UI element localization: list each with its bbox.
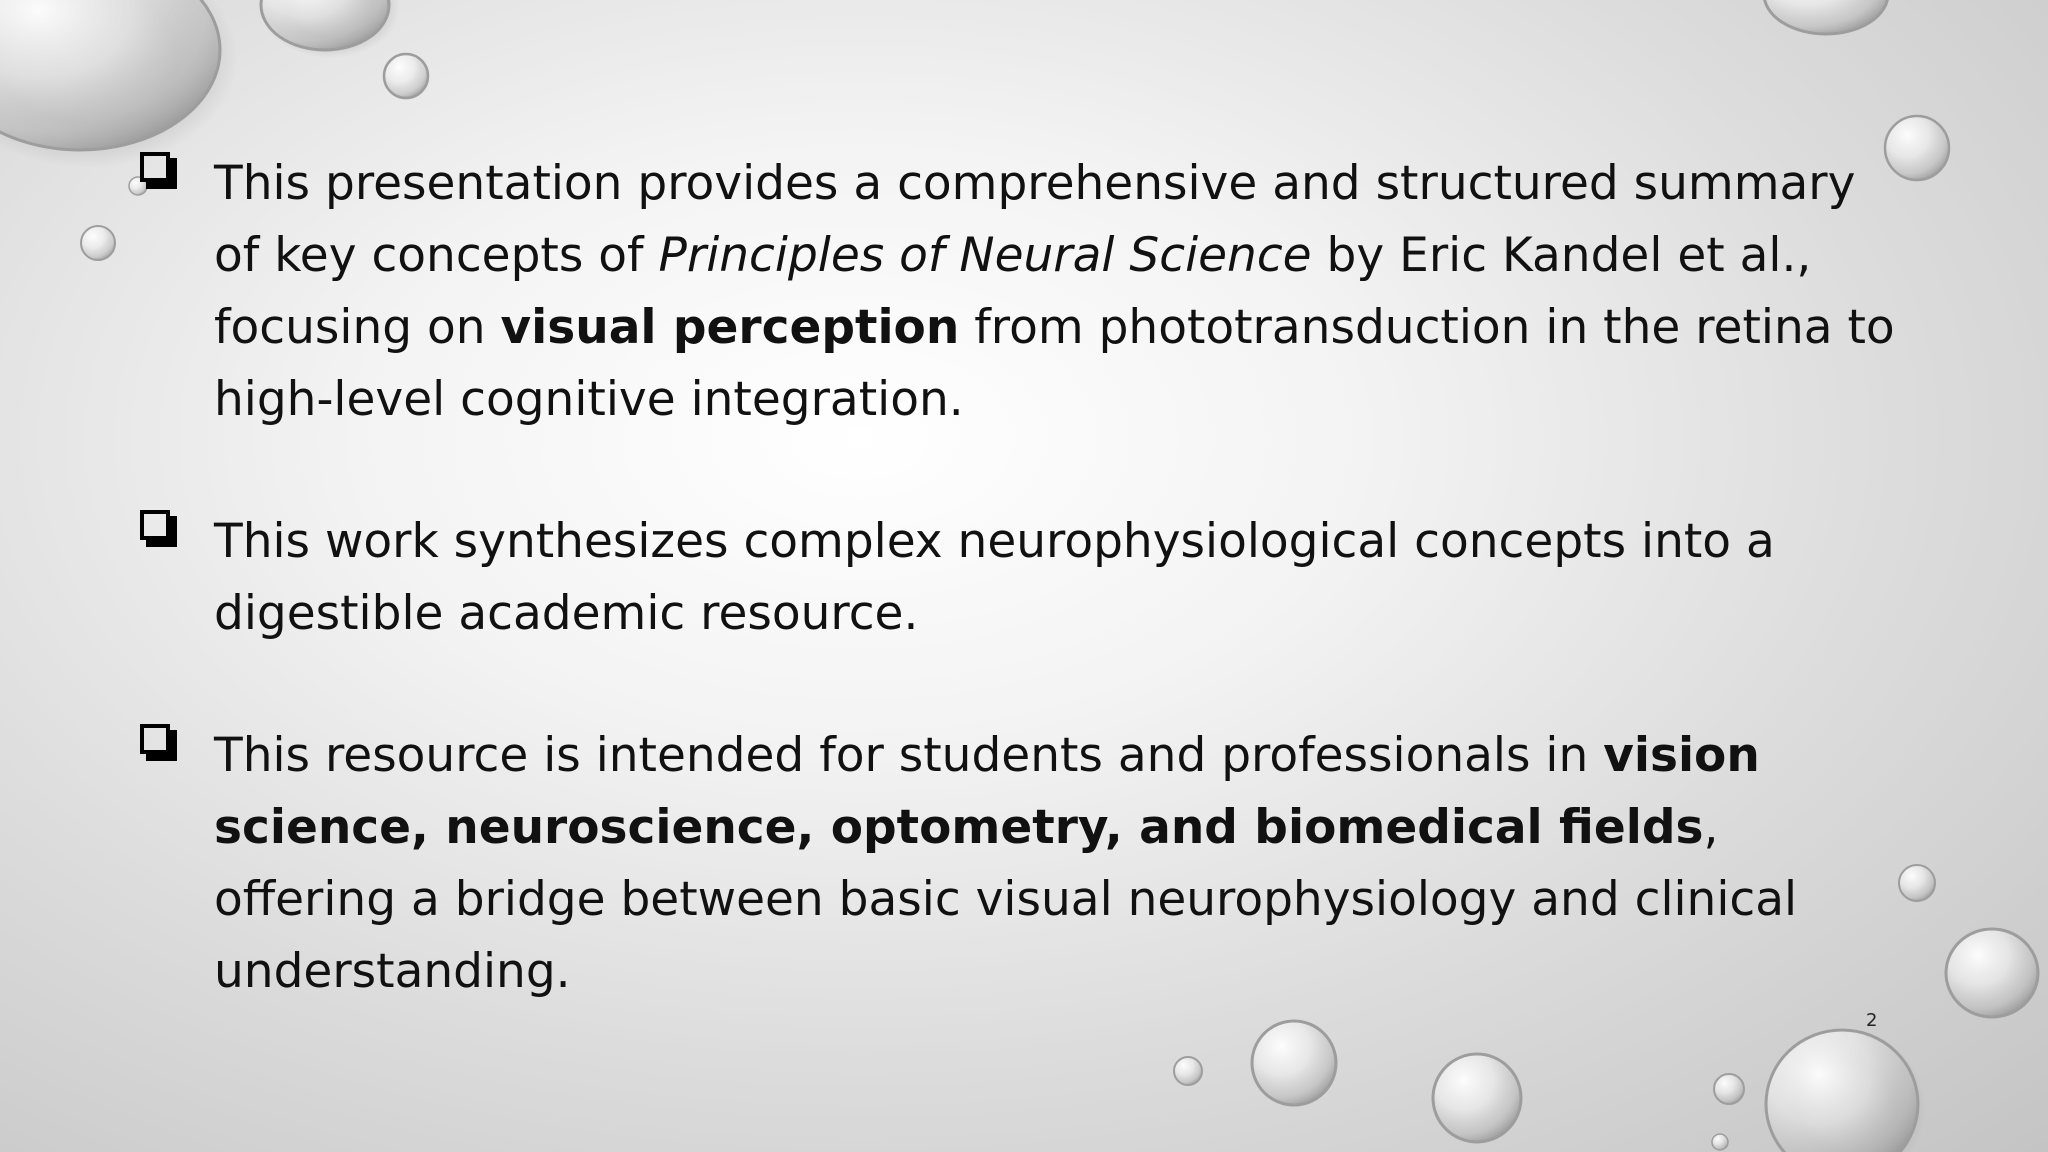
slide-content	[140, 148, 1900, 1008]
bullet-text: This resource is intended for students and professionals in vision science, neuroscience, optometry, and biomedical fields, offering a bridge between basic visual neurophysiology and clinical understanding.	[214, 728, 1798, 999]
emphasis-text: vision science, neuroscience, optometry, and biomedical fields	[214, 728, 1760, 855]
bullet-text: This work synthesizes complex neurophysiological concepts into a digestible academic resource.	[214, 514, 1775, 641]
checkbox-square-icon	[140, 152, 180, 194]
bullet-item	[140, 506, 1900, 650]
checkbox-square-icon	[140, 510, 180, 552]
bullet-item	[140, 148, 1900, 436]
book-title: Principles of Neural Science	[658, 228, 1312, 283]
page-number: 2	[1866, 1010, 1878, 1031]
bullet-text: This presentation provides a comprehensive and structured summary of key concepts of Principles of Neural Science by Eric Kandel et al., focusing on visual perception from phototransduction in the retina to high-level cognitive integration.	[214, 156, 1895, 427]
checkbox-square-icon	[140, 724, 180, 766]
bullet-item	[140, 720, 1900, 1008]
emphasis-text: visual perception	[500, 300, 960, 355]
